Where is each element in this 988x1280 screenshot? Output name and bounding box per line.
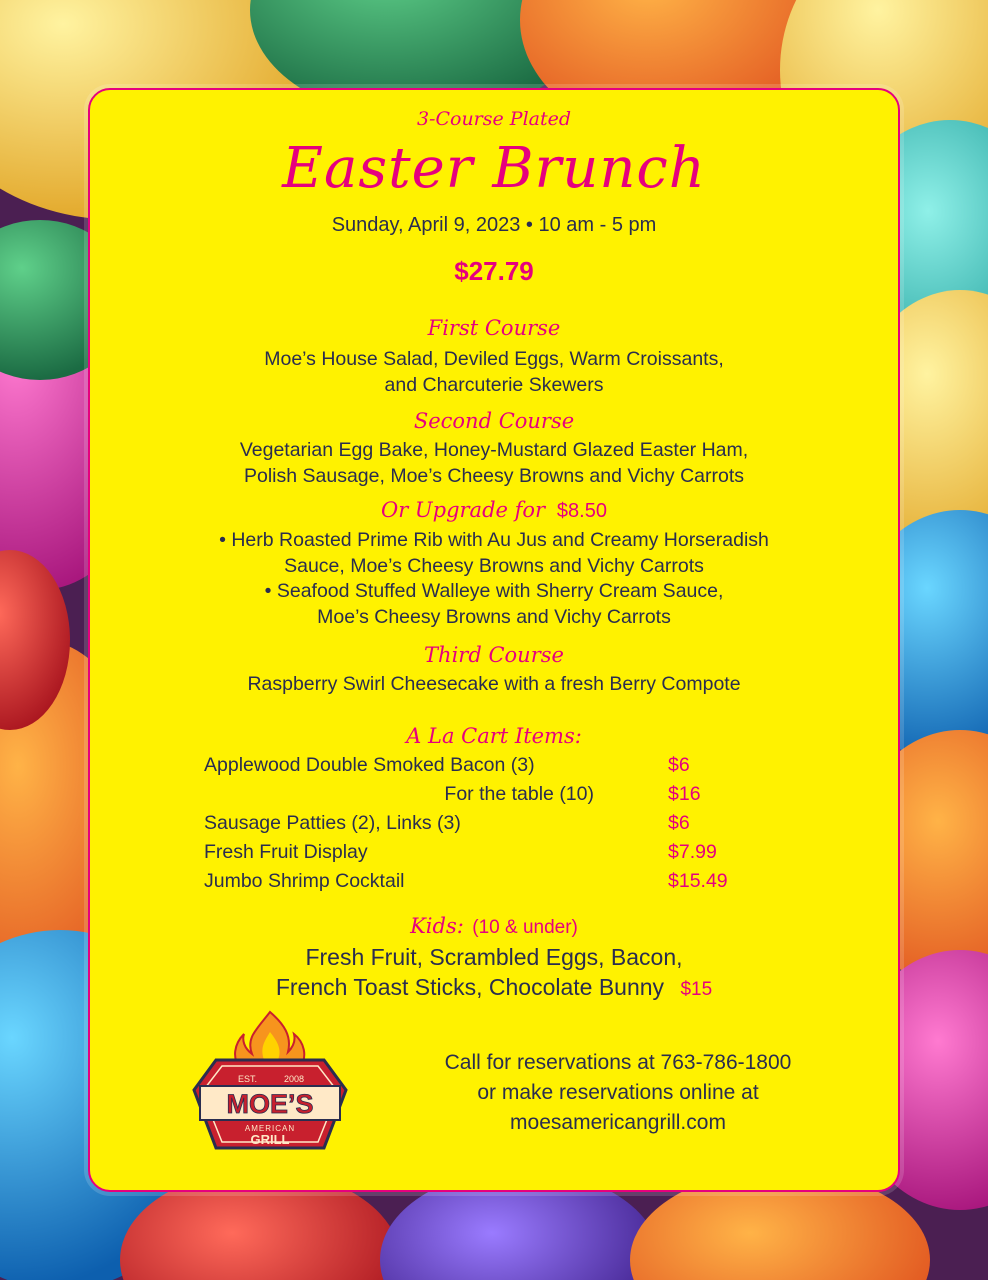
third-course-line: Raspberry Swirl Cheesecake with a fresh Berry Compote — [247, 673, 741, 695]
a-la-cart-price: $6 — [668, 754, 690, 776]
first-course-line: Moe’s House Salad, Deviled Eggs, Warm Croissants, — [264, 348, 724, 370]
kids-line-with-price — [90, 972, 898, 1005]
reservation-info — [390, 1048, 846, 1138]
page-title: Easter Brunch — [282, 136, 706, 201]
second-course-items — [90, 438, 898, 489]
logo-grill: GRILL — [250, 1132, 290, 1147]
upgrade-heading-row — [90, 498, 898, 523]
first-course-items — [90, 347, 898, 398]
a-la-cart-item: Jumbo Shrimp Cocktail — [204, 870, 405, 892]
upgrade-line: Moe’s Cheesy Browns and Vichy Carrots — [317, 605, 671, 628]
a-la-cart-item: Sausage Patties (2), Links (3) — [204, 812, 461, 834]
menu-card — [88, 88, 900, 1192]
brunch-price: $27.79 — [454, 256, 534, 286]
second-course-line: Vegetarian Egg Bake, Honey-Mustard Glazed Easter Ham, — [239, 439, 749, 461]
a-la-cart-item: Applewood Double Smoked Bacon (3) — [204, 754, 535, 776]
upgrade-options — [90, 528, 898, 630]
contact-line: or make reservations online at — [477, 1081, 759, 1104]
moes-logo — [186, 1008, 354, 1168]
third-course-heading: Third Course — [424, 643, 564, 667]
kids-line: French Toast Sticks, Chocolate Bunny — [275, 974, 665, 1000]
first-course-heading: First Course — [427, 316, 561, 340]
upgrade-price: $8.50 — [556, 500, 607, 522]
kids-price: $15 — [680, 979, 713, 1000]
a-la-cart-price: $15.49 — [668, 870, 728, 892]
a-la-cart-price: $16 — [668, 783, 701, 805]
second-course-heading: Second Course — [413, 409, 575, 433]
first-course-line: and Charcuterie Skewers — [384, 373, 604, 396]
dateline: Sunday, April 9, 2023 • 10 am - 5 pm — [331, 214, 657, 236]
logo-name: MOE’S — [226, 1089, 314, 1119]
kids-line: Fresh Fruit, Scrambled Eggs, Bacon, — [305, 944, 683, 970]
kids-heading-row — [90, 914, 898, 939]
upgrade-heading: Or Upgrade for — [381, 498, 546, 522]
kids-menu — [90, 942, 898, 1005]
a-la-cart-item: For the table (10) — [444, 783, 594, 805]
upgrade-line: • Seafood Stuffed Walleye with Sherry Cream Sauce, — [264, 580, 724, 602]
logo-year: 2008 — [284, 1074, 305, 1084]
subtitle: 3-Course Plated — [416, 108, 572, 130]
a-la-cart-item: Fresh Fruit Display — [204, 841, 368, 863]
kids-heading: Kids: — [410, 914, 464, 938]
logo-est: EST. — [238, 1074, 258, 1084]
a-la-cart-price: $6 — [668, 812, 690, 834]
a-la-cart-heading: A La Cart Items: — [406, 724, 582, 748]
kids-age-note: (10 & under) — [472, 917, 578, 938]
third-course-items — [90, 672, 898, 698]
contact-line: Call for reservations at 763-786-1800 — [444, 1051, 792, 1074]
website-link[interactable]: moesamericangrill.com — [510, 1111, 726, 1134]
a-la-cart-price: $7.99 — [668, 841, 717, 863]
upgrade-line: • Herb Roasted Prime Rib with Au Jus and Creamy Horseradish — [219, 529, 769, 551]
upgrade-line: Sauce, Moe’s Cheesy Browns and Vichy Carrots — [284, 554, 704, 577]
second-course-line: Polish Sausage, Moe’s Cheesy Browns and Vichy Carrots — [243, 464, 745, 487]
logo-american: AMERICAN — [244, 1124, 296, 1133]
